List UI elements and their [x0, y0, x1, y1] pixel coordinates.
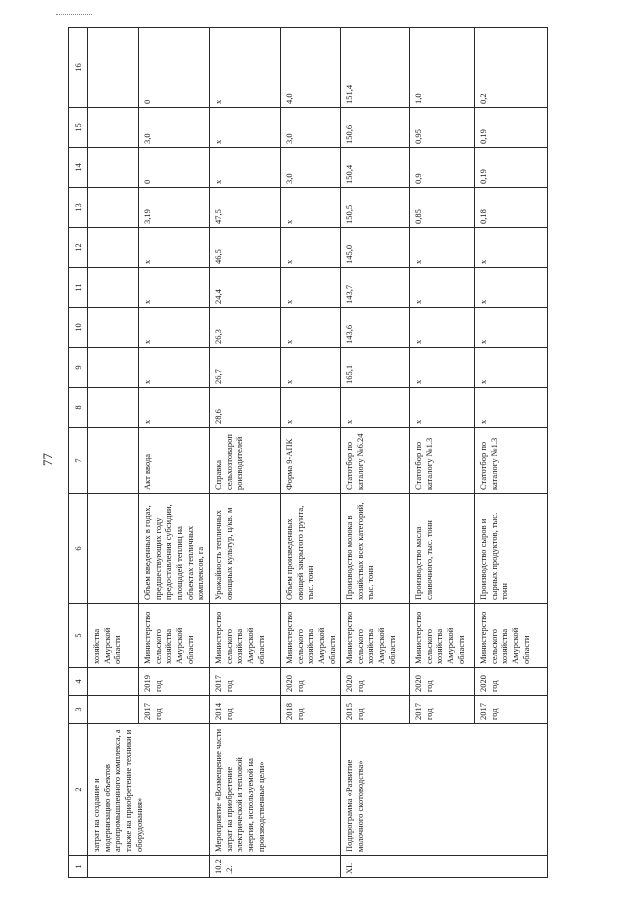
cell-value: x	[139, 268, 210, 308]
col-header: 9	[69, 348, 88, 388]
col-header: 4	[69, 668, 88, 696]
cell-start	[88, 696, 139, 724]
cell-value: 3,19	[139, 188, 210, 228]
cell-value: 1,0	[410, 28, 475, 108]
cell-value: 0,2	[475, 28, 548, 108]
col-header: 12	[69, 228, 88, 268]
col-header: 1	[69, 856, 88, 878]
cell-value: x	[139, 348, 210, 388]
cell-executor: Министерство сельского хозяйства Амурской области	[281, 604, 341, 668]
col-header: 2	[69, 724, 88, 856]
cell-value: 0	[139, 28, 210, 108]
cell-value: x	[281, 228, 341, 268]
cell-value: x	[139, 308, 210, 348]
cell-start: 2015 год	[341, 696, 410, 724]
cell-value: x	[210, 148, 281, 188]
col-header: 3	[69, 696, 88, 724]
cell-value: x	[410, 348, 475, 388]
cell-value: x	[410, 228, 475, 268]
cell-indicator: Производство масла сливочного, тыс. тонн	[410, 494, 475, 604]
cell-value: x	[410, 308, 475, 348]
cell-indicator	[88, 494, 139, 604]
cell-value: 150,6	[341, 108, 410, 148]
indicator-table	[68, 27, 548, 878]
table-row	[210, 28, 281, 878]
cell-value: 143,6	[341, 308, 410, 348]
cell-name: Подпрограмма «Развитие молочного скотоводства»	[341, 724, 548, 856]
cell-end: 2020 год	[475, 668, 548, 696]
cell-source: Справка сельхозтоваропроизводителей	[210, 428, 281, 494]
cell-value: 26,3	[210, 308, 281, 348]
cell-value: 150,5	[341, 188, 410, 228]
cell-end: 2017 год	[210, 668, 281, 696]
cell-start: 2014 год	[210, 696, 281, 724]
page-number: 77	[40, 453, 55, 466]
cell-value	[88, 268, 139, 308]
col-header: 5	[69, 604, 88, 668]
cell-value: 145,0	[341, 228, 410, 268]
cell-indicator: Урожайность тепличных овощных культур, ц/кв. м	[210, 494, 281, 604]
cell-value: 3,0	[281, 108, 341, 148]
cell-executor: Министерство сельского хозяйства Амурской области	[139, 604, 210, 668]
cell-value	[88, 28, 139, 108]
cell-value	[88, 188, 139, 228]
cell-name: Мероприятие «Возмещение части затрат на приобретение электрической и тепловой энергии, используемой на производственные цели»	[210, 724, 341, 856]
cell-value: x	[475, 348, 548, 388]
cell-source: Статотбор по каталогу №1.3	[410, 428, 475, 494]
cell-start: 2017 год	[410, 696, 475, 724]
cell-value: x	[139, 388, 210, 428]
cell-value: 0,18	[475, 188, 548, 228]
cell-value: x	[475, 268, 548, 308]
cell-value: 0,9	[410, 148, 475, 188]
col-header: 14	[69, 148, 88, 188]
cell-value: x	[281, 268, 341, 308]
cell-value: 46,5	[210, 228, 281, 268]
cell-value: 0	[139, 148, 210, 188]
cell-value	[88, 348, 139, 388]
cell-executor: Министерство сельского хозяйства Амурской области	[410, 604, 475, 668]
col-header: 13	[69, 188, 88, 228]
cell-value: 47,5	[210, 188, 281, 228]
cell-value: 150,4	[341, 148, 410, 188]
cell-num: XI.	[341, 856, 548, 878]
cell-value: 151,4	[341, 28, 410, 108]
header-row	[69, 28, 88, 878]
cell-value: 3,0	[139, 108, 210, 148]
cell-end: 2020 год	[281, 668, 341, 696]
cell-value: 0,19	[475, 108, 548, 148]
cell-value: 0,85	[410, 188, 475, 228]
cell-value: x	[341, 388, 410, 428]
table-row	[341, 28, 410, 878]
scan-artifact	[56, 14, 92, 15]
cell-source: Акт ввода	[139, 428, 210, 494]
cell-value: x	[210, 28, 281, 108]
cell-value	[88, 148, 139, 188]
cell-value	[88, 388, 139, 428]
cell-end: 2019 год	[139, 668, 210, 696]
cell-value: x	[475, 228, 548, 268]
cell-start: 2017 год	[475, 696, 548, 724]
cell-value: 4,0	[281, 28, 341, 108]
cell-value: 143,7	[341, 268, 410, 308]
col-header: 10	[69, 308, 88, 348]
cell-value: x	[281, 308, 341, 348]
cell-value: 165,1	[341, 348, 410, 388]
cell-value	[88, 228, 139, 268]
cell-executor: Министерство сельского хозяйства Амурской области	[210, 604, 281, 668]
cell-value: 0,19	[475, 148, 548, 188]
table-row	[88, 28, 139, 878]
cell-value: 0,95	[410, 108, 475, 148]
cell-executor: Министерство сельского хозяйства Амурской области	[341, 604, 410, 668]
cell-value: 24,4	[210, 268, 281, 308]
col-header: 16	[69, 28, 88, 108]
cell-value: 3,0	[281, 148, 341, 188]
cell-value	[88, 308, 139, 348]
cell-num	[88, 856, 139, 878]
cell-source: Статотбор по каталогу №6.24	[341, 428, 410, 494]
cell-value: x	[281, 188, 341, 228]
cell-value: x	[475, 388, 548, 428]
cell-indicator: Объем введенных в годах, предшествующих году предоставления субсидии, площадей теплиц на объектах тепличных комплексов, га	[139, 494, 210, 604]
rotated-table-wrapper	[68, 28, 640, 878]
cell-value: 28,6	[210, 388, 281, 428]
col-header: 15	[69, 108, 88, 148]
cell-end	[88, 668, 139, 696]
cell-value: x	[139, 228, 210, 268]
col-header: 8	[69, 388, 88, 428]
cell-executor: Министерство сельского хозяйства Амурской области	[475, 604, 548, 668]
cell-value: x	[475, 308, 548, 348]
cell-indicator: Объем произведенных овощей закрытого грунта, тыс. тонн	[281, 494, 341, 604]
col-header: 6	[69, 494, 88, 604]
cell-start: 2018 год	[281, 696, 341, 724]
cell-name: затрат на создание и модернизацию объектов агропромышленного комплекса, а также на приобретение техники и оборудования»	[88, 724, 210, 856]
cell-end: 2020 год	[410, 668, 475, 696]
cell-indicator: Производство сыров и сырных продуктов, тыс. тонн	[475, 494, 548, 604]
cell-source	[88, 428, 139, 494]
cell-value: x	[281, 388, 341, 428]
cell-end: 2020 год	[341, 668, 410, 696]
cell-num: 10.2.2.	[210, 856, 341, 878]
cell-num	[139, 856, 210, 878]
cell-value: x	[210, 108, 281, 148]
cell-value: x	[281, 348, 341, 388]
cell-value: 26,7	[210, 348, 281, 388]
cell-value: x	[410, 268, 475, 308]
cell-value: x	[410, 388, 475, 428]
cell-indicator: Производство молока в хозяйствах всех категорий, тыс. тонн	[341, 494, 410, 604]
cell-source: Форма 9-АПК	[281, 428, 341, 494]
cell-value	[88, 108, 139, 148]
col-header: 11	[69, 268, 88, 308]
cell-source: Статотбор по каталогу №1.3	[475, 428, 548, 494]
cell-executor: хозяйства Амурской области	[88, 604, 139, 668]
cell-start: 2017 год	[139, 696, 210, 724]
col-header: 7	[69, 428, 88, 494]
